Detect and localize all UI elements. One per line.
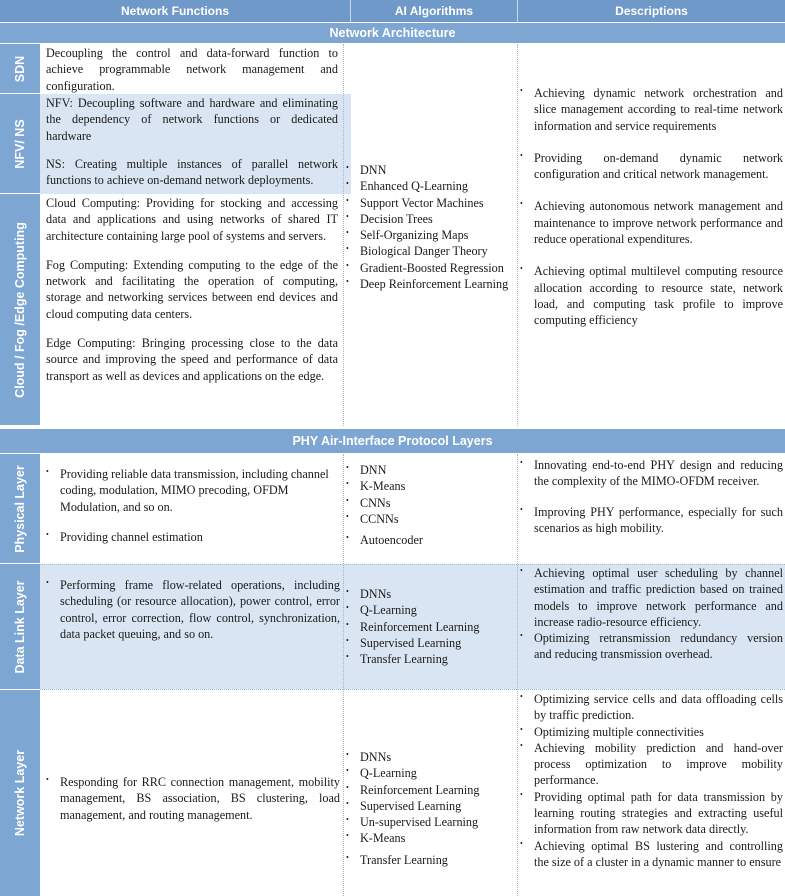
row-label-cloud-fog-edge: Cloud / Fog /Edge Computing: [0, 194, 40, 426]
list-item: • Decision Trees: [344, 211, 514, 227]
section-title-network-architecture: Network Architecture: [0, 23, 785, 43]
list-item: • Self-Organizing Maps: [344, 227, 514, 243]
list-item: • Providing optimal path for data transmission by learning routing strategies and extracting useful information from raw network data directly.: [518, 789, 783, 838]
divider: [40, 564, 785, 565]
list-item: • Q-Learning: [344, 765, 514, 781]
row-label-sdn: SDN: [0, 44, 40, 94]
list-item: • Optimizing retransmission redundancy version and reducing transmission overhead.: [518, 630, 783, 663]
list-item: • CCNNs: [344, 511, 514, 527]
list-item: • Achieving optimal user scheduling by channel estimation and traffic prediction based on trained models to improve network performance and increase radio-resource efficiency.: [518, 565, 783, 630]
divider: [343, 44, 344, 426]
datalink-functions: [44, 577, 340, 642]
list-item: • Autoencoder: [344, 532, 514, 548]
list-item: • DNNs: [344, 749, 514, 765]
list-item: • CNNs: [344, 495, 514, 511]
list-item: • K-Means: [344, 830, 514, 846]
list-item: • DNN: [344, 162, 514, 178]
list-item: • Providing on-demand dynamic network configuration and critical network management.: [518, 150, 783, 183]
list-item: • DNN: [344, 462, 514, 478]
list-item: • Reinforcement Learning: [344, 782, 514, 798]
network-algorithms: [344, 749, 514, 868]
fog-computing-text: Fog Computing: Extending computing to the edge of the network and facilitating the operation of computing, storage and networking services between end devices and cloud computing data centers.: [46, 257, 338, 321]
row-label-network-layer: Network Layer: [0, 690, 40, 896]
list-item: • Improving PHY performance, especially for such scenarios as high mobility.: [518, 504, 783, 537]
nfv-function: [46, 95, 338, 188]
row-label-physical-layer: Physical Layer: [0, 454, 40, 564]
datalink-algorithms: [344, 586, 514, 667]
datalink-descriptions: [518, 565, 783, 663]
physical-functions: [44, 466, 340, 545]
divider: [517, 454, 518, 896]
list-item: • Achieving optimal BS lustering and controlling the size of a cluster in a dynamic manner to ensure: [518, 838, 783, 871]
network-descriptions: [518, 691, 783, 870]
list-item: • Responding for RRC connection management, mobility management, BS association, BS clustering, load management, and routing management.: [44, 774, 340, 823]
header-ai-algorithms: AI Algorithms: [351, 0, 518, 22]
list-item: • Un-supervised Learning: [344, 814, 514, 830]
list-item: • Gradient-Boosted Regression: [344, 260, 514, 276]
list-item: • Supervised Learning: [344, 635, 514, 651]
divider: [40, 689, 785, 690]
list-item: • Optimizing multiple connectivities: [518, 724, 783, 740]
list-item: • K-Means: [344, 478, 514, 494]
list-item: • Support Vector Machines: [344, 195, 514, 211]
list-item: • Transfer Learning: [344, 852, 514, 868]
header-network-functions: Network Functions: [0, 0, 351, 22]
cloud-computing-text: Cloud Computing: Providing for stocking and accessing data and applications and using networks of shared IT architecture containing large pool of systems and servers.: [46, 196, 338, 243]
nfv-text: NFV: Decoupling software and hardware and eliminating the dependency of network functions or dedicated hardware: [46, 96, 338, 143]
list-item: • Innovating end-to-end PHY design and reducing the complexity of the MIMO-OFDM receiver.: [518, 457, 783, 490]
sdn-function: Decoupling the control and data-forward function to achieve programmable network management and configuration.: [46, 46, 338, 93]
list-item: • Achieving optimal multilevel computing resource allocation according to resource state, network load, and computing task profile to improve computing efficiency: [518, 263, 783, 328]
header-descriptions: Descriptions: [518, 0, 785, 22]
list-item: • Performing frame flow-related operations, including scheduling (or resource allocation), power control, error control, error correction, flow control, synchronization, data packet queuing, and so on.: [44, 577, 340, 642]
physical-descriptions: [518, 457, 783, 536]
network-functions: [44, 774, 340, 823]
list-item: • Achieving autonomous network management and maintenance to improve network performance and reduce operational expenditures.: [518, 198, 783, 247]
section1-algorithms: [344, 162, 514, 292]
list-item: • Transfer Learning: [344, 651, 514, 667]
section-title-phy-protocol-layers: PHY Air-Interface Protocol Layers: [0, 429, 785, 453]
list-item: • Achieving mobility prediction and hand-over process optimization to improve mobility performance.: [518, 740, 783, 789]
list-item: • DNNs: [344, 586, 514, 602]
divider: [517, 44, 518, 426]
list-item: • Providing reliable data transmission, including channel coding, modulation, MIMO precoding, OFDM Modulation, and so on.: [44, 466, 340, 515]
row-label-nfv-ns: NFV/ NS: [0, 94, 40, 194]
list-item: • Optimizing service cells and data offloading cells by traffic prediction.: [518, 691, 783, 724]
list-item: • Biological Danger Theory: [344, 243, 514, 259]
list-item: • Providing channel estimation: [44, 529, 340, 545]
list-item: • Reinforcement Learning: [344, 619, 514, 635]
list-item: • Supervised Learning: [344, 798, 514, 814]
cloud-function: [46, 195, 338, 384]
list-item: • Deep Reinforcement Learning: [344, 276, 514, 292]
section1-descriptions: [518, 85, 783, 329]
ns-text: NS: Creating multiple instances of parallel network functions to achieve on-demand network deployments.: [46, 156, 338, 188]
list-item: • Enhanced Q-Learning: [344, 178, 514, 194]
list-item: • Achieving dynamic network orchestration and slice management according to real-time network information and service requirements: [518, 85, 783, 134]
row-label-data-link-layer: Data Link Layer: [0, 564, 40, 690]
edge-computing-text: Edge Computing: Bringing processing close to the data source and improving the speed and performance of data transport as well as devices and applications on the edge.: [46, 336, 338, 383]
list-item: • Q-Learning: [344, 602, 514, 618]
physical-algorithms: [344, 462, 514, 548]
divider: [343, 454, 344, 896]
